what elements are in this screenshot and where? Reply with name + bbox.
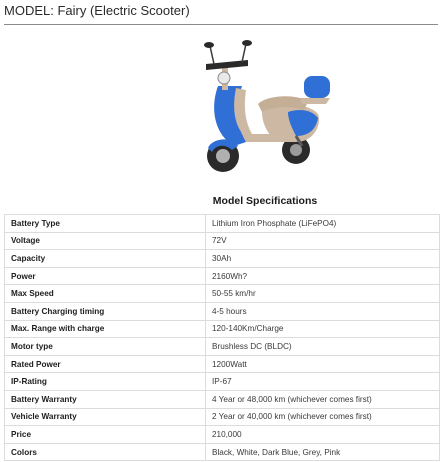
spec-value: 4 Year or 48,000 km (whichever comes first) (206, 390, 440, 408)
spec-value: IP-67 (206, 373, 440, 391)
spec-value: 2 Year or 40,000 km (whichever comes first) (206, 408, 440, 426)
spec-value: 30Ah (206, 250, 440, 268)
model-heading: MODEL: Fairy (Electric Scooter) (4, 2, 438, 25)
spec-value: 4-5 hours (206, 302, 440, 320)
spec-value: 210,000 (206, 426, 440, 444)
spec-label: Voltage (5, 232, 206, 250)
scooter-image (196, 38, 336, 178)
spec-label: IP-Rating (5, 373, 206, 391)
spec-value: Brushless DC (BLDC) (206, 338, 440, 356)
spec-row (5, 355, 440, 373)
spec-row (5, 390, 440, 408)
specifications-title: Model Specifications (212, 195, 318, 207)
spec-value: 72V (206, 232, 440, 250)
spec-row (5, 408, 440, 426)
spec-label: Vehicle Warranty (5, 408, 206, 426)
spec-row (5, 232, 440, 250)
spec-value: Lithium Iron Phosphate (LiFePO4) (206, 215, 440, 233)
specifications-table (4, 214, 440, 461)
spec-row (5, 267, 440, 285)
spec-label: Capacity (5, 250, 206, 268)
spec-label: Battery Warranty (5, 390, 206, 408)
spec-label: Battery Type (5, 215, 206, 233)
spec-row (5, 302, 440, 320)
spec-value: 120-140Km/Charge (206, 320, 440, 338)
spec-label: Max Speed (5, 285, 206, 303)
spec-label: Power (5, 267, 206, 285)
spec-value: 50-55 km/hr (206, 285, 440, 303)
spec-label: Max. Range with charge (5, 320, 206, 338)
spec-label: Price (5, 426, 206, 444)
spec-row (5, 215, 440, 233)
spec-row (5, 373, 440, 391)
spec-row (5, 338, 440, 356)
spec-row (5, 285, 440, 303)
spec-label: Colors (5, 443, 206, 461)
spec-row (5, 320, 440, 338)
spec-value: 2160Wh? (206, 267, 440, 285)
spec-value: Black, White, Dark Blue, Grey, Pink (206, 443, 440, 461)
spec-label: Battery Charging timing (5, 302, 206, 320)
spec-row (5, 443, 440, 461)
spec-value: 1200Watt (206, 355, 440, 373)
spec-row (5, 250, 440, 268)
spec-label: Rated Power (5, 355, 206, 373)
spec-row (5, 426, 440, 444)
spec-label: Motor type (5, 338, 206, 356)
